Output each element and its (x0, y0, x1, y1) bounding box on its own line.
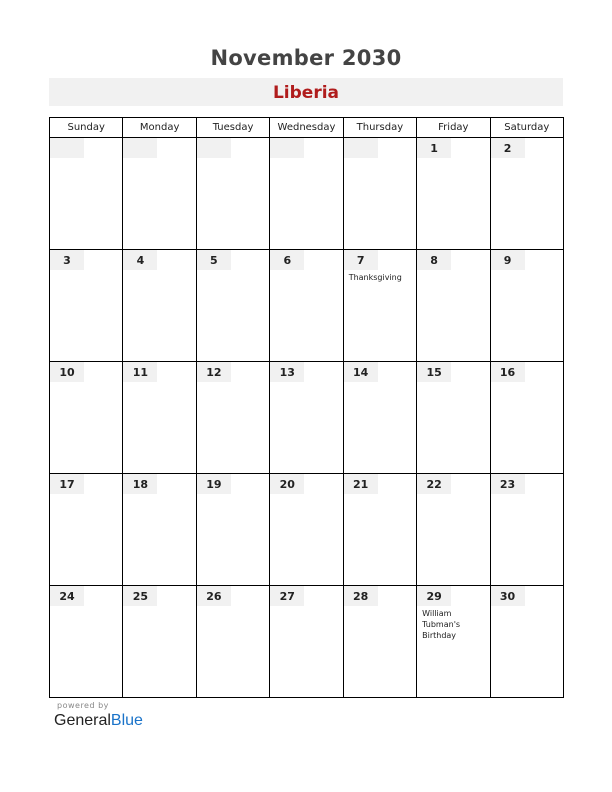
day-number: 29 (417, 586, 451, 606)
empty-day-cell (270, 138, 343, 250)
week-row (50, 362, 564, 474)
week-row (50, 586, 564, 698)
day-cell[interactable] (417, 138, 490, 250)
day-number: 20 (270, 474, 304, 494)
day-number: 16 (491, 362, 525, 382)
day-cell[interactable] (196, 586, 269, 698)
day-number: 17 (50, 474, 84, 494)
day-cell[interactable] (343, 250, 416, 362)
day-cell[interactable] (123, 250, 196, 362)
day-cell[interactable] (490, 474, 563, 586)
weekday-wednesday: Wednesday (270, 118, 343, 138)
day-number (270, 138, 304, 158)
day-number: 15 (417, 362, 451, 382)
day-cell[interactable] (123, 474, 196, 586)
country-banner (49, 78, 563, 106)
day-cell[interactable] (417, 474, 490, 586)
day-number (344, 138, 378, 158)
day-cell[interactable] (490, 362, 563, 474)
brand-blue: Blue (110, 712, 143, 729)
empty-day-cell (343, 138, 416, 250)
day-number: 25 (123, 586, 157, 606)
day-cell[interactable] (50, 362, 123, 474)
day-number: 8 (417, 250, 451, 270)
empty-day-cell (196, 138, 269, 250)
day-number: 30 (491, 586, 525, 606)
day-cell[interactable] (50, 474, 123, 586)
country-name: Liberia (272, 83, 340, 103)
day-cell[interactable] (417, 250, 490, 362)
day-number: 10 (50, 362, 84, 382)
day-number: 14 (344, 362, 378, 382)
day-number: 11 (123, 362, 157, 382)
day-number: 19 (197, 474, 231, 494)
week-row (50, 474, 564, 586)
calendar-grid (49, 117, 564, 698)
generalblue-logo[interactable] (54, 712, 143, 730)
empty-day-cell (123, 138, 196, 250)
day-cell[interactable] (196, 362, 269, 474)
day-cell[interactable] (270, 250, 343, 362)
day-cell[interactable] (270, 474, 343, 586)
day-cell[interactable] (196, 250, 269, 362)
day-cell[interactable] (270, 362, 343, 474)
weekday-friday: Friday (417, 118, 490, 138)
day-number: 27 (270, 586, 304, 606)
day-number: 9 (491, 250, 525, 270)
day-number (197, 138, 231, 158)
weekday-thursday: Thursday (343, 118, 416, 138)
weekday-saturday: Saturday (490, 118, 563, 138)
day-cell[interactable] (270, 586, 343, 698)
powered-by-text: powered by (57, 701, 109, 710)
weekday-sunday: Sunday (50, 118, 123, 138)
day-cell[interactable] (196, 474, 269, 586)
day-number: 22 (417, 474, 451, 494)
day-number: 21 (344, 474, 378, 494)
day-cell[interactable] (50, 586, 123, 698)
day-number: 2 (491, 138, 525, 158)
day-number: 26 (197, 586, 231, 606)
day-cell[interactable] (50, 250, 123, 362)
day-number: 3 (50, 250, 84, 270)
day-number: 6 (270, 250, 304, 270)
day-number (123, 138, 157, 158)
weekday-monday: Monday (123, 118, 196, 138)
day-cell[interactable] (343, 362, 416, 474)
day-number: 13 (270, 362, 304, 382)
day-number: 7 (344, 250, 378, 270)
day-number: 5 (197, 250, 231, 270)
brand-general: General (54, 712, 111, 729)
day-cell[interactable] (343, 586, 416, 698)
holiday-label: Thanksgiving (348, 273, 402, 282)
day-cell[interactable] (417, 362, 490, 474)
day-cell[interactable] (417, 586, 490, 698)
weekday-header-row (50, 118, 564, 138)
day-cell[interactable] (490, 250, 563, 362)
day-cell[interactable] (343, 474, 416, 586)
day-cell[interactable] (490, 138, 563, 250)
day-number: 4 (123, 250, 157, 270)
day-number: 1 (417, 138, 451, 158)
day-cell[interactable] (123, 362, 196, 474)
day-number: 24 (50, 586, 84, 606)
holiday-label: William Tubman's Birthday (422, 609, 461, 640)
day-number: 28 (344, 586, 378, 606)
week-row (50, 250, 564, 362)
day-number: 18 (123, 474, 157, 494)
day-cell[interactable] (123, 586, 196, 698)
week-row (50, 138, 564, 250)
page-title: November 2030 (210, 46, 402, 70)
day-number (50, 138, 84, 158)
day-number: 23 (491, 474, 525, 494)
day-number: 12 (197, 362, 231, 382)
weekday-tuesday: Tuesday (196, 118, 269, 138)
empty-day-cell (50, 138, 123, 250)
day-cell[interactable] (490, 586, 563, 698)
